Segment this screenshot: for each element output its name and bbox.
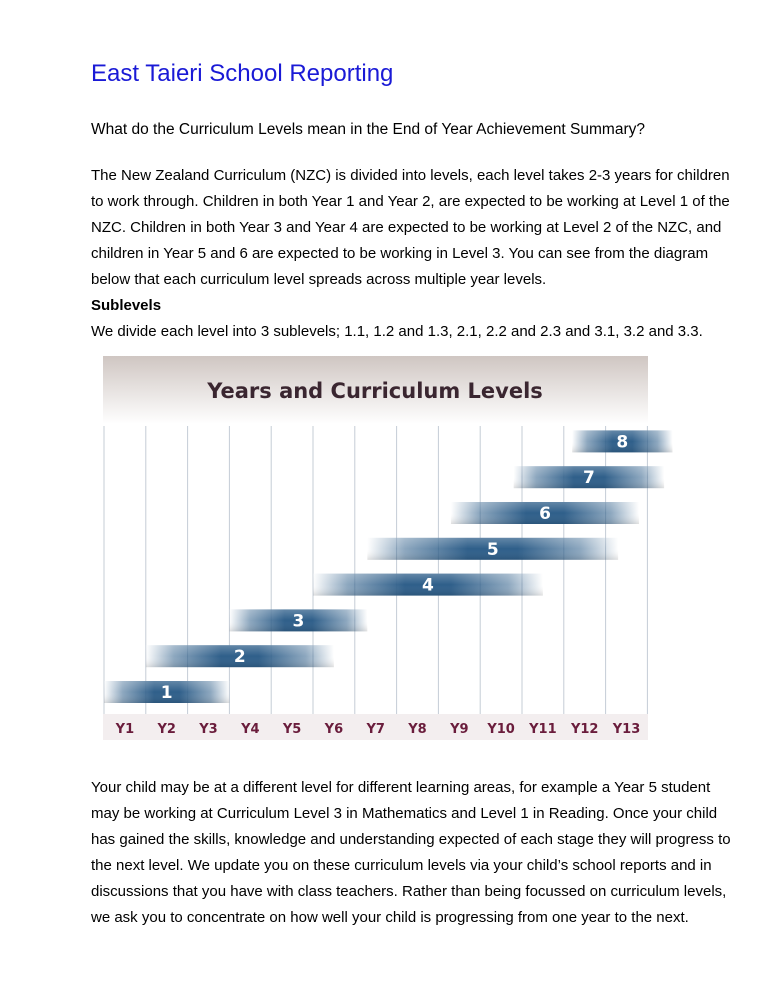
level-bar-4 xyxy=(313,574,543,596)
level-bar-label: 2 xyxy=(233,647,246,668)
x-tick-label: Y12 xyxy=(570,722,599,737)
level-bar-label: 8 xyxy=(616,432,629,453)
x-tick-label: Y8 xyxy=(408,722,427,737)
level-bar-3 xyxy=(229,609,367,631)
x-tick-label: Y10 xyxy=(487,722,515,737)
level-bar-label: 7 xyxy=(582,468,595,489)
page-title: East Taieri School Reporting xyxy=(91,60,394,87)
level-bar-label: 4 xyxy=(422,575,434,596)
level-bar-2 xyxy=(146,645,334,667)
x-tick-label: Y2 xyxy=(157,722,176,737)
curriculum-levels-chart xyxy=(103,356,675,742)
x-tick-label: Y3 xyxy=(199,722,218,737)
closing-paragraph: Your child may be at a different level for different learning areas, for example a Year 5 student may be working at Curriculum Level 3 in Mathematics and Level 1 in Reading. Once your child has gained the skills, knowledge and understanding expected of each stage they will progress to the next level. We update you on these curriculum levels via your child’s school reports and in discussions that you have with class teachers. Rather than being focussed on curriculum levels, we ask you to concentrate on how well your child is progressing from one year to the next. xyxy=(91,779,731,926)
x-tick-label: Y13 xyxy=(612,722,641,737)
level-bar-label: 5 xyxy=(486,539,499,560)
sublevels-paragraph: We divide each level into 3 sublevels; 1.1, 1.2 and 1.3, 2.1, 2.2 and 2.3 and 3.1, 3.2 and 3.3. xyxy=(91,323,703,340)
level-bar-8 xyxy=(572,430,672,452)
level-bar-label: 1 xyxy=(160,683,173,703)
sublevels-heading: Sublevels xyxy=(91,297,162,314)
intro-section xyxy=(91,163,741,345)
chart-title: Years and Curriculum Levels xyxy=(207,379,543,403)
intro-paragraph: The New Zealand Curriculum (NZC) is divided into levels, each level takes 2-3 years for children to work through. Children in both Year 1 and Year 2, are expected to be working at Level 1 of the NZC. Children in both Year 3 and Year 4 are expected to be working at Level 2 of the NZC, and children in Year 5 and 6 are expected to be working in Level 3. You can see from the diagram below that each curriculum level spreads across multiple year levels. xyxy=(91,167,730,288)
level-bar-5 xyxy=(367,538,618,560)
x-tick-label: Y5 xyxy=(282,722,302,737)
x-tick-label: Y6 xyxy=(324,722,344,737)
level-bar-1 xyxy=(104,681,229,703)
x-tick-label: Y9 xyxy=(450,722,469,737)
level-bar-7 xyxy=(514,466,664,488)
x-tick-label: Y7 xyxy=(366,722,385,737)
x-tick-label: Y4 xyxy=(241,722,260,737)
section-question: What do the Curriculum Levels mean in the End of Year Achievement Summary? xyxy=(91,121,645,138)
level-bar-6 xyxy=(451,502,639,524)
level-bar-label: 3 xyxy=(292,611,305,632)
x-tick-label: Y11 xyxy=(529,722,557,737)
level-bar-label: 6 xyxy=(539,504,551,524)
chart-bars xyxy=(104,430,672,703)
closing-section xyxy=(91,775,741,931)
x-tick-label: Y1 xyxy=(115,722,135,737)
